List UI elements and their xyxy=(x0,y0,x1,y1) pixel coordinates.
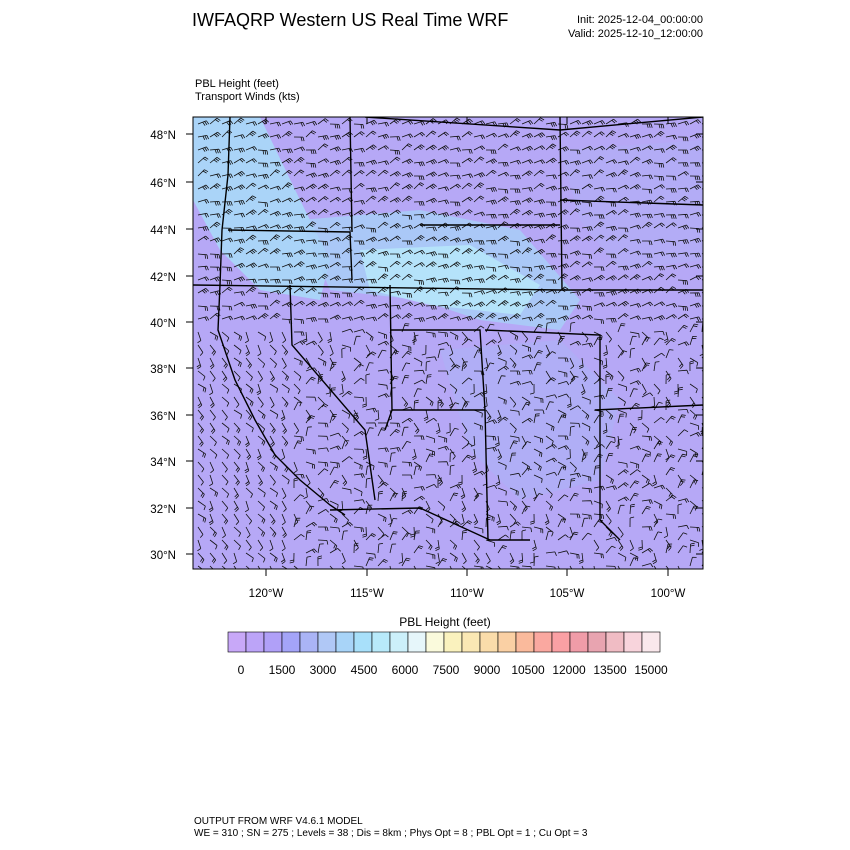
wind-barb xyxy=(702,119,713,124)
colorbar-box xyxy=(462,632,480,652)
colorbar-label: 13500 xyxy=(593,663,627,677)
lon-label: 120°W xyxy=(248,588,284,600)
colorbar-title: PBL Height (feet) xyxy=(399,615,491,629)
longitude-labels xyxy=(249,588,686,600)
colorbar-box xyxy=(588,632,606,652)
lat-label: 44°N xyxy=(150,225,176,237)
colorbar-box xyxy=(318,632,336,652)
wind-barb xyxy=(702,149,712,153)
lat-label: 48°N xyxy=(150,130,176,142)
wind-barb xyxy=(702,224,713,229)
colorbar-labels xyxy=(238,663,668,677)
colorbar-box xyxy=(264,632,282,652)
colorbar-label: 1500 xyxy=(268,663,296,677)
colorbar-box xyxy=(534,632,552,652)
colorbar-box xyxy=(246,632,264,652)
colorbar-box xyxy=(498,632,516,652)
wind-barb xyxy=(702,458,713,462)
latitude-labels xyxy=(150,130,176,562)
colorbar-box xyxy=(390,632,408,652)
wind-barb xyxy=(702,176,712,180)
wind-barb xyxy=(702,287,712,293)
colorbar-box xyxy=(372,632,390,652)
wind-barb xyxy=(702,137,712,141)
wind-barb xyxy=(702,318,712,322)
wind-barb xyxy=(702,510,713,514)
colorbar-box xyxy=(228,632,246,652)
wind-barb xyxy=(702,199,713,204)
map-title: IWFAQRP Western US Real Time WRF xyxy=(192,10,509,30)
wind-barb xyxy=(702,521,712,527)
colorbar-label: 15000 xyxy=(634,663,668,677)
colorbar-label: 9000 xyxy=(473,663,501,677)
colorbar-box xyxy=(444,632,462,652)
colorbar-box xyxy=(354,632,372,652)
wind-barb xyxy=(702,266,713,270)
colorbar-box xyxy=(480,632,498,652)
wind-barb xyxy=(702,161,713,166)
valid-time: Valid: 2025-12-10_12:00:00 xyxy=(568,28,703,40)
colorbar-box xyxy=(282,632,300,652)
colorbar-box xyxy=(624,632,642,652)
lat-label: 36°N xyxy=(150,411,176,423)
wind-barb xyxy=(702,215,712,219)
lat-label: 38°N xyxy=(150,364,176,376)
colorbar-box xyxy=(336,632,354,652)
wind-barb xyxy=(702,236,713,241)
colorbar-box xyxy=(570,632,588,652)
colorbar-box xyxy=(642,632,660,652)
field-label-pbl: PBL Height (feet) xyxy=(195,78,279,90)
footer-model: OUTPUT FROM WRF V4.6.1 MODEL xyxy=(194,816,363,827)
colorbar-label: 4500 xyxy=(350,663,378,677)
lon-label: 105°W xyxy=(549,588,585,600)
colorbar-box xyxy=(606,632,624,652)
colorbar-box xyxy=(408,632,426,652)
colorbar-box xyxy=(300,632,318,652)
lat-label: 34°N xyxy=(150,457,176,469)
colorbar-label: 12000 xyxy=(552,663,586,677)
colorbar-box xyxy=(516,632,534,652)
wind-barb xyxy=(702,366,713,371)
colorbar-label: 7500 xyxy=(432,663,460,677)
lon-label: 100°W xyxy=(650,588,686,600)
colorbar-label: 3000 xyxy=(309,663,337,677)
colorbar xyxy=(228,632,660,652)
colorbar-label: 0 xyxy=(237,663,245,677)
wind-barb xyxy=(702,275,713,280)
wind-barb xyxy=(702,248,712,254)
colorbar-label: 6000 xyxy=(391,663,419,677)
lon-label: 115°W xyxy=(350,588,384,600)
lat-label: 30°N xyxy=(150,550,176,562)
colorbar-box xyxy=(552,632,570,652)
lat-label: 42°N xyxy=(150,272,176,284)
map-panel xyxy=(193,117,713,577)
colorbar-box xyxy=(426,632,444,652)
wind-barb xyxy=(702,485,713,488)
lat-label: 32°N xyxy=(150,504,176,516)
init-time: Init: 2025-12-04_00:00:00 xyxy=(577,14,703,26)
field-label-winds: Transport Winds (kts) xyxy=(195,91,300,103)
lat-label: 46°N xyxy=(150,178,176,190)
wind-barb xyxy=(702,495,712,501)
wind-barb xyxy=(702,186,713,191)
lon-label: 110°W xyxy=(450,588,484,600)
colorbar-label: 10500 xyxy=(511,663,545,677)
lat-label: 40°N xyxy=(150,318,176,330)
wind-barb xyxy=(702,305,712,309)
footer-config: WE = 310 ; SN = 275 ; Levels = 38 ; Dis = 8km ; Phys Opt = 8 ; PBL Opt = 1 ; Cu Opt = 3 xyxy=(194,828,588,839)
